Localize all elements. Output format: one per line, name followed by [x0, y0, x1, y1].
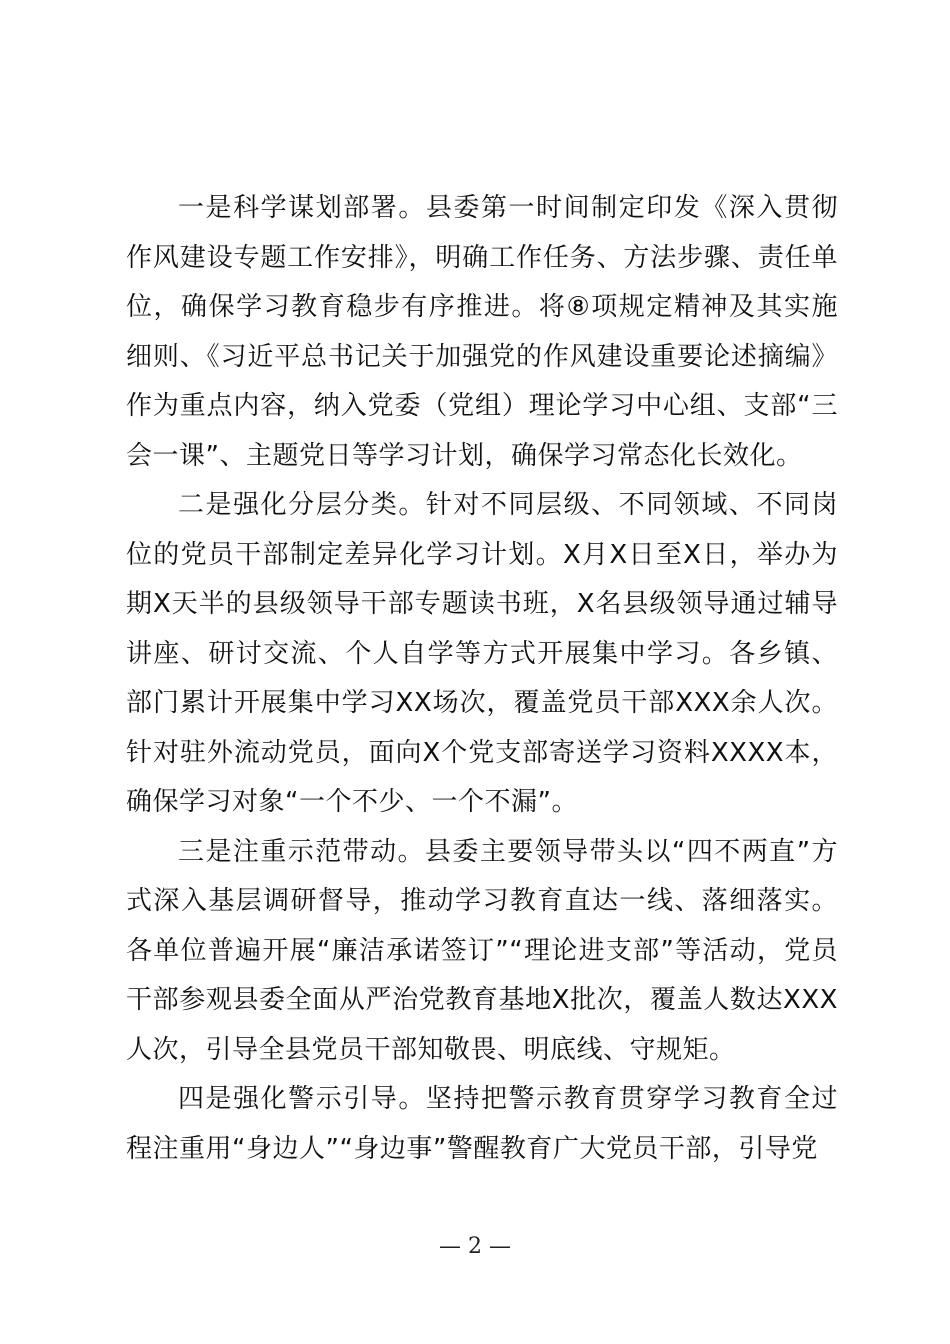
paragraph-3: 三是注重示范带动。县委主要领导带头以“四不两直”方式深入基层调研督导，推动学习教育直达一线、落细落实。各单位普遍开展“廉洁承诺签订”“理论进支部”等活动，党员干部参观县委全面从严治党教育基地X批次，覆盖人数达XXX人次，引导全县党员干部知敬畏、明底线、守规矩。 [126, 836, 838, 1065]
paragraph-4: 四是强化警示引导。坚持把警示教育贯穿学习教育全过程注重用“身边人”“身边事”警醒教育广大党员干部，引导党 [126, 1084, 838, 1164]
document-body [126, 184, 838, 1174]
paragraph-2: 二是强化分层分类。针对不同层级、不同领域、不同岗位的党员干部制定差异化学习计划。X月X日至X日，举办为期X天半的县级领导干部专题读书班，X名县级领导通过辅导讲座、研讨交流、个人自学等方式开展集中学习。各乡镇、部门累计开展集中学习XX场次，覆盖党员干部XXX余人次。针对驻外流动党员，面向X个党支部寄送学习资料XXXX本，确保学习对象“一个不少、一个不漏”。 [126, 490, 838, 817]
paragraph-1: 一是科学谋划部署。县委第一时间制定印发《深入贯彻作风建设专题工作安排》，明确工作任务、方法步骤、责任单位，确保学习教育稳步有序推进。将⑧项规定精神及其实施细则、《习近平总书记关于加强党的作风建设重要论述摘编》作为重点内容，纳入党委（党组）理论学习中心组、支部“三会一课”、主题党日等学习计划，确保学习常态化长效化。 [126, 193, 838, 471]
page-number: — 2 — [439, 1234, 511, 1259]
